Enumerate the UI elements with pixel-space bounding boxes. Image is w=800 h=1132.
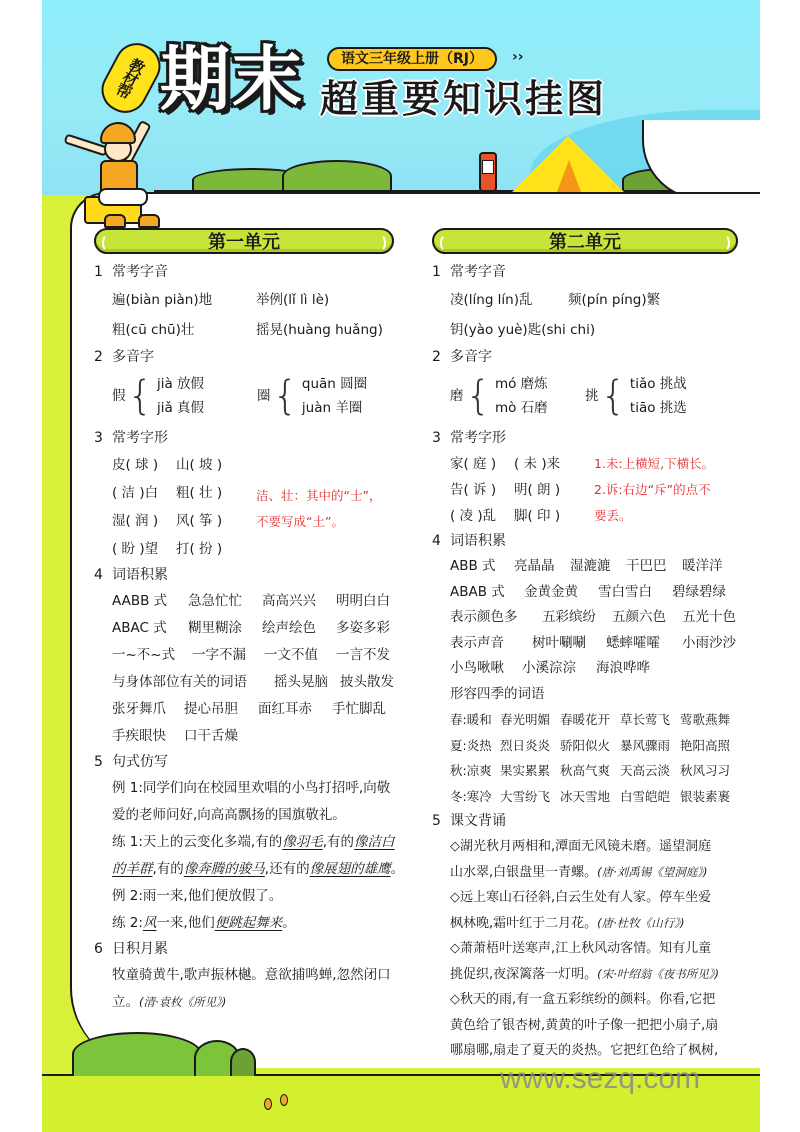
u2-sec3-body: 家( 庭 ) ( 未 )来 告( 诉 ) 明( 朗 ) ( 凌 )乱 脚( 印 ) 1.未:上横短,下横长。 2.诉:右边“斥”的点不 要丢。 (432, 451, 752, 529)
brace-icon: { (600, 373, 626, 419)
watermark: www.sezq.com (500, 1062, 701, 1095)
pinyin-item: 遍(biàn piàn)地 (112, 292, 213, 308)
u2-sec5-heading: 5 课文背诵 (432, 813, 506, 829)
polyphone-char: 假 (112, 387, 126, 404)
u2-vocab: ABB 式 亮晶晶 湿漉漉 干巴巴 暖洋洋 ABAB 式 金黄金黄 雪白雪白 碧绿碧绿 表示颜色多 五彩缤纷 五颜六色 五光十色 表示声音 树叶唰唰 蟋蟀嚯嚯 小雨沙沙 小鸟啾啾 小溪淙淙 海浪哗哗 形容四季的词语 春:暖和 春光明媚 春暖花开 草长莺飞 莺歌燕舞 夏:炎热 烈日炎炎 骄阳似火 暴风骤雨 艳阳高照 秋:凉爽 果实累累 秋高气爽 天高云淡 秋风习习 冬:寒冷 大雪纷飞 冰天雪地 白雪皑皑 银装素裹 (432, 554, 752, 809)
pinyin-item: 举例(lǐ lì lè) (256, 292, 330, 308)
kid-shoe-right (138, 214, 160, 228)
kid-shoe-left (104, 214, 126, 228)
u2-sec2-heading: 2 多音字 (432, 349, 492, 365)
pinyin-item: 摇晃(huàng huǎng) (256, 322, 383, 338)
unit1-column (94, 260, 424, 1016)
poster (42, 0, 760, 1132)
u2-sec3-notes: 1.未:上横短,下横长。 2.诉:右边“斥”的点不 要丢。 (594, 456, 715, 523)
sub-title: 超重要知识挂图 (320, 77, 608, 121)
kid-legs (98, 188, 148, 206)
u1-sec1-heading: 1 常考字音 (94, 264, 168, 280)
seasons-heading: 形容四季的词语 (450, 685, 545, 702)
u2-sec3-heading: 3 常考字形 (432, 430, 506, 446)
u1-sec6-heading: 6 日积月累 (94, 941, 168, 957)
u1-sec2-heading: 2 多音字 (94, 349, 154, 365)
coin-icon (264, 1098, 272, 1110)
brace-icon: { (127, 373, 153, 419)
u1-sec3-note: 洁、壮：其中的“士”， 不要写成“土”。 (256, 488, 382, 529)
brace-icon: { (272, 373, 298, 419)
u2-polyphone-row: 磨 { mó 磨炼 mò 石磨 挑 { tiǎo 挑战 tiāo 挑选 (450, 373, 687, 419)
u1-sentences: 例 1:同学们向在校园里欢唱的小鸟打招呼,向敬 爱的老师问好,向高高飘扬的国旗敬礼。 练 1:天上的云变化多端,有的像羽毛,有的像洁白 的羊群,有的像奔腾的骏马,还有的像展翅的雄鹰。 例 2:雨一来,他们便放假了。 练 2:风一来,他们便跳起舞来。 (112, 780, 405, 931)
u2-sec4-heading: 4 词语积累 (432, 533, 506, 549)
u2-recitation: ◇湖光秋月两相和,潭面无风镜未磨。遥望洞庭 山水翠,白银盘里一青螺。(唐·刘禹锡《望洞庭》) ◇远上寒山石径斜,白云生处有人家。停车坐爱 枫林晚,霜叶红于二月花。(唐·杜牧《山行》) ◇萧萧梧叶送寒声,江上秋风动客情。知有儿童 挑促织,夜深篱落一灯明。(宋·叶绍翁《夜书所见》) ◇秋天的雨,有一盒五彩缤纷的颜料。你看,它把 黄色给了银杏树,黄黄的叶子像一把把小扇子,扇 哪扇哪,扇走了夏天的炎热。它把红色给了枫树, (450, 839, 720, 1058)
u1-sec5-heading: 5 句式仿写 (94, 754, 168, 770)
unit2-header (432, 228, 738, 254)
u2-sec1-row: 凌(líng lín)乱 频(pín píng)繁 钥(yào yuè)匙(shi chi) (450, 292, 661, 338)
bush-large (72, 1032, 202, 1076)
bush-small-2 (230, 1048, 256, 1076)
u1-poem: 牧童骑黄牛,歌声振林樾。意欲捕鸣蝉,忽然闭口 立。(清·袁枚《所见》) (112, 967, 391, 1010)
grade-pill: 语文三年级上册（RJ） (327, 47, 497, 71)
u2-sec1-heading: 1 常考字音 (432, 264, 506, 280)
unit1-title: 第一单元 (208, 232, 280, 253)
brand-tag-label: 教材帮 (112, 54, 149, 101)
unit1-header (94, 228, 394, 254)
main-title: 期末 (160, 38, 304, 120)
coin-icon (280, 1094, 288, 1106)
u1-sec4-heading: 4 词语积累 (94, 567, 168, 583)
tent-door (557, 160, 581, 192)
u1-sec3-body: 皮( 球 ) 山( 坡 ) ( 洁 )白 粗( 壮 ) 湿( 润 ) 风( 筝 ) ( 盼 )望 打( 扮 ) 洁、壮：其中的“士”， 不要写成“土”。 (94, 451, 424, 563)
unit2-column (432, 260, 752, 1064)
unit2-title: 第二单元 (549, 232, 621, 253)
lantern-glass (482, 160, 494, 174)
u1-polyphone-row: 假 { jià 放假 jiǎ 真假 圈 { quān 圆圈 juàn 羊圈 (112, 373, 368, 419)
hill-mid (282, 160, 392, 192)
chevron-right-icon: ›› (512, 49, 524, 65)
u1-vocab: AABB 式 急急忙忙 高高兴兴 明明白白 ABAC 式 糊里糊涂 绘声绘色 多姿多彩 一~不~式 一字不漏 一文不值 一言不发 与身体部位有关的词语 摇头晃脑 披头散发 张牙舞爪 提心吊胆 面红耳赤 手忙脚乱 手疾眼快 口干舌燥 (112, 593, 394, 744)
brace-icon: { (465, 373, 491, 419)
u1-sec3-heading: 3 常考字形 (94, 430, 168, 446)
u1-sec1-row (94, 285, 424, 345)
polyphone-char: 圈 (256, 387, 271, 404)
pinyin-item: 粗(cū chū)壮 (112, 322, 195, 338)
